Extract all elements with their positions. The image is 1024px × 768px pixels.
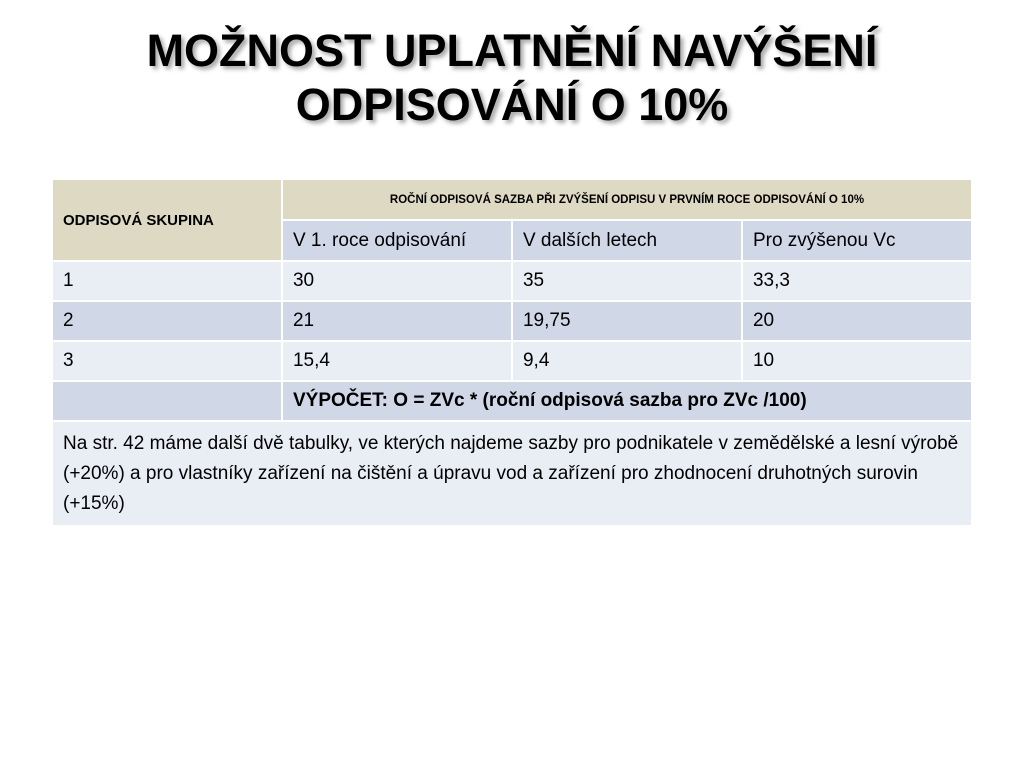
cell-group: 3: [52, 341, 282, 381]
cell-increased-vc: 10: [742, 341, 972, 381]
header-annual-rate: ROČNÍ ODPISOVÁ SAZBA PŘI ZVÝŠENÍ ODPISU V PRVNÍM ROCE ODPISOVÁNÍ O 10%: [282, 179, 972, 220]
table-note: Na str. 42 máme další dvě tabulky, ve kterých najdeme sazby pro podnikatele v zemědělské a lesní výrobě (+20%) a pro vlastníky zařízení na čištění a úpravu vod a zařízení pro zhodnocení druhotných surovin (+15%): [52, 421, 972, 526]
depreciation-table: [51, 178, 973, 527]
cell-increased-vc: 20: [742, 301, 972, 341]
table-header-row: [52, 179, 972, 220]
cell-first-year: 21: [282, 301, 512, 341]
slide-title-line-1: MOŽNOST UPLATNĚNÍ NAVÝŠENÍ: [146, 25, 878, 76]
header-depreciation-group: ODPISOVÁ SKUPINA: [52, 179, 282, 261]
slide-title: [0, 24, 1024, 132]
subheader-first-year: V 1. roce odpisování: [282, 220, 512, 261]
table-row: [52, 301, 972, 341]
cell-first-year: 15,4: [282, 341, 512, 381]
table-row: [52, 261, 972, 301]
calculation-formula: VÝPOČET: O = ZVc * (roční odpisová sazba pro ZVc /100): [282, 381, 972, 421]
cell-group: 1: [52, 261, 282, 301]
calculation-empty-cell: [52, 381, 282, 421]
table-row: [52, 341, 972, 381]
cell-first-year: 30: [282, 261, 512, 301]
subheader-next-years: V dalších letech: [512, 220, 742, 261]
subheader-increased-vc: Pro zvýšenou Vc: [742, 220, 972, 261]
cell-group: 2: [52, 301, 282, 341]
cell-next-years: 19,75: [512, 301, 742, 341]
cell-increased-vc: 33,3: [742, 261, 972, 301]
cell-next-years: 35: [512, 261, 742, 301]
slide-title-line-2: ODPISOVÁNÍ O 10%: [295, 79, 729, 130]
cell-next-years: 9,4: [512, 341, 742, 381]
note-row: [52, 421, 972, 526]
calculation-row: [52, 381, 972, 421]
